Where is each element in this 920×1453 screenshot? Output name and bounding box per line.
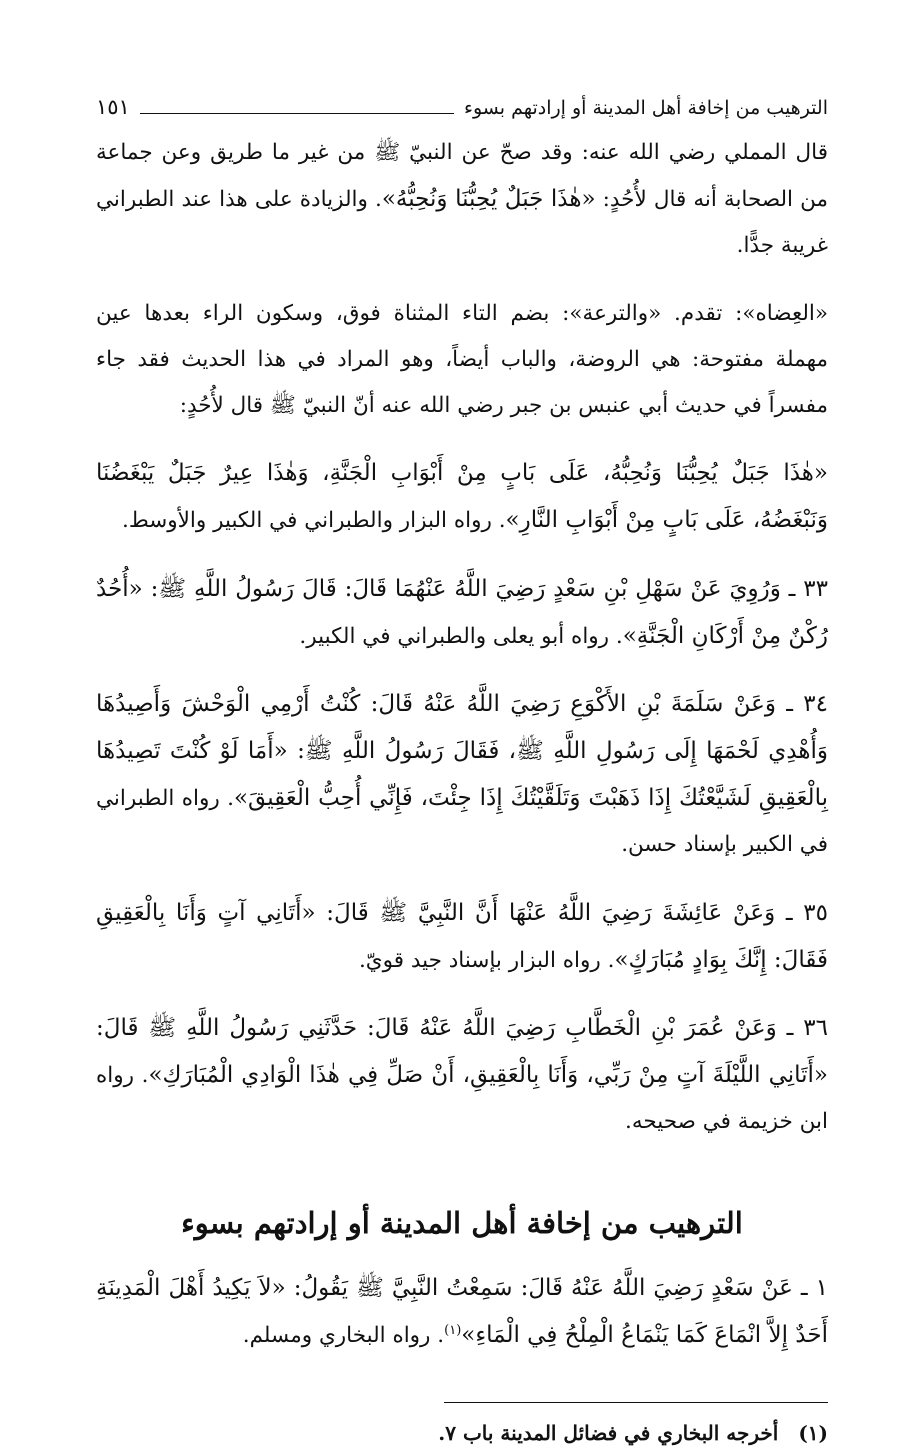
footnote-separator-wrap — [96, 1380, 828, 1403]
hadith-text: ٣٥ ـ وَعَنْ عَائِشَةَ رَضِيَ اللَّهُ عَنْهَا أَنَّ النَّبِيَّ ﷺ قَالَ: «أَتَانِي آتٍ وَأَنَا بِالْعَقِيقِ فَقَالَ: إِنَّكَ بِوَادٍ مُبَارَكٍ» — [96, 899, 828, 973]
section-heading: الترهيب من إخافة أهل المدينة أو إرادتهم بسوء — [181, 1206, 743, 1240]
attribution: . رواه ابن خزيمة في صحيحه. — [96, 1063, 828, 1134]
hadith-36 — [96, 1005, 828, 1145]
footnote-ref: (١) — [444, 1322, 462, 1338]
hadith-33 — [96, 566, 828, 660]
hadith-35 — [96, 890, 828, 984]
footnote-number: (١) — [798, 1421, 828, 1445]
attribution: . رواه الطبراني في الكبير بإسناد حسن. — [96, 786, 828, 857]
footnote-text: أخرجه البخاري في فضائل المدينة باب ٧. — [438, 1421, 779, 1445]
paragraph-glossary — [96, 291, 828, 429]
hadith-quote: «هٰذَا جَبَلٌ يُحِبُّنَا وَنُحِبُّهُ، عَلَى بَابٍ مِنْ أَبْوَابِ الْجَنَّةِ، وَهٰذَا عِيرٌ جَبَلٌ يَبْغَضُنَا وَنَبْغَضُهُ، عَلَى بَابٍ مِنْ أَبْوَابِ النَّارِ» — [96, 460, 828, 533]
hadith-text: ١ ـ عَنْ سَعْدٍ رَضِيَ اللَّهُ عَنْهُ قَالَ: سَمِعْتُ النَّبِيَّ ﷺ يَقُولُ: «لاَ يَكِيدُ أَهْلَ الْمَدِينَةِ أَحَدٌ إِلاَّ انْمَاعَ كَمَا يَنْمَاعُ الْمِلْحُ فِي الْمَاءِ» — [96, 1274, 828, 1348]
hadith-text: ٣٦ ـ وَعَنْ عُمَرَ بْنِ الْخَطَّابِ رَضِيَ اللَّهُ عَنْهُ قَالَ: حَدَّثَنِي رَسُولُ اللَّهِ ﷺ قَالَ: «أَتَانِي اللَّيْلَةَ آتٍ مِنْ رَبِّي، وَأَنَا بِالْعَقِيقِ، أَنْ صَلِّ فِي هٰذَا الْوَادِي الْمُبَارَكِ» — [96, 1015, 829, 1088]
text-segment: «العِضاه»: تقدم. «والترعة»: بضم التاء المثناة فوق، وسكون الراء بعدها عين مهملة مفتوحة: هي الروضة، والباب أيضاً، وهو المراد في هذا الحديث فقد جاء مفسراً في حديث أبي عنبس بن جبر رضي الله عنه أنّ النبيّ ﷺ قال لأُحُدٍ: — [96, 300, 828, 418]
footnote-separator — [444, 1402, 828, 1403]
attribution: . رواه أبو يعلى والطبراني في الكبير. — [299, 623, 623, 649]
hadith-text: ٣٣ ـ وَرُوِيَ عَنْ سَهْلِ بْنِ سَعْدٍ رَضِيَ اللَّهُ عَنْهُمَا قَالَ: قَالَ رَسُولُ اللَّهِ ﷺ: «أُحُدٌ رُكْنٌ مِنْ أَرْكَانِ الْجَنَّةِ» — [96, 575, 828, 649]
text-segment: . والزيادة على هذا عند الطبراني غريبة جدًّا. — [96, 187, 828, 258]
attribution: . رواه البزار بإسناد جيد قويّ. — [358, 947, 615, 973]
running-header-title: الترهيب من إخافة أهل المدينة أو إرادتهم بسوء — [464, 97, 828, 119]
footnote — [96, 1413, 828, 1453]
hadith-quote: «هٰذَا جَبَلٌ يُحِبُّنَا وَنُحِبُّهُ» — [381, 186, 596, 212]
hadith-34 — [96, 681, 828, 868]
attribution: . رواه البزار والطبراني في الكبير والأوسط. — [122, 508, 506, 533]
section-hadith-1 — [96, 1265, 828, 1359]
text-segment: قال المملي رضي الله عنه: وقد صحّ عن النبيّ ﷺ من غير ما طريق وعن جماعة من الصحابة أنه قال لأُحُدٍ: — [96, 140, 828, 212]
page-number: ١٥١ — [96, 95, 130, 119]
hadith-text: ٣٤ ـ وَعَنْ سَلَمَةَ بْنِ الأَكْوَعِ رَضِيَ اللَّهُ عَنْهُ قَالَ: كُنْتُ أَرْمِي الْوَحْشَ وَأَصِيدُهَا وَأُهْدِي لَحْمَهَا إِلَى رَسُولِ اللَّهِ ﷺ، فَقَالَ رَسُولُ اللَّهِ ﷺ: «أَمَا لَوْ كُنْتَ تَصِيدُهَا بِالْعَقِيقِ لَشَيَّعْتُكَ إِذَا ذَهَبْتَ وَتَلَقَّيْتُكَ إِذَا جِئْتَ، فَإِنِّي أُحِبُّ الْعَقِيقَ» — [96, 691, 828, 811]
running-header-rule — [140, 113, 454, 114]
paragraph-hadith-quote — [96, 450, 828, 544]
attribution: . رواه البخاري ومسلم. — [242, 1322, 445, 1348]
paragraph-mumli-note — [96, 130, 828, 269]
running-header — [96, 88, 828, 118]
